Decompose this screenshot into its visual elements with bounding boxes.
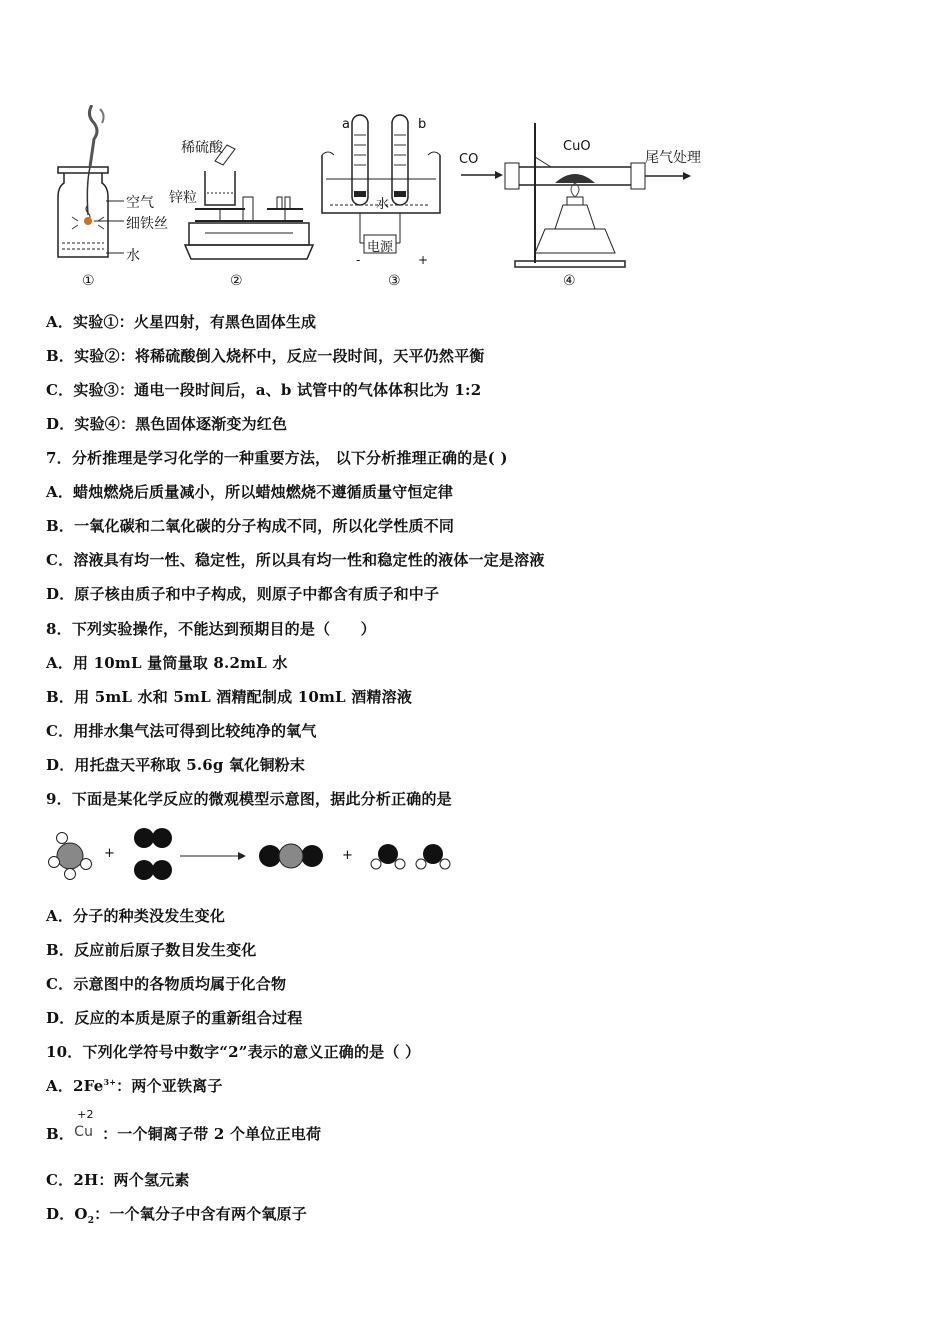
figure-electrolysis bbox=[320, 105, 450, 295]
figure-iron-combustion bbox=[50, 105, 180, 295]
q7-stem: 7．分析推理是学习化学的一种重要方法， 以下分析推理正确的是( ) bbox=[46, 449, 508, 467]
figure-number-2: ② bbox=[230, 273, 243, 289]
label-power: 电源 bbox=[367, 240, 394, 255]
q10-d-prefix: D．O bbox=[46, 1205, 88, 1223]
q10-option-b bbox=[46, 1108, 322, 1144]
figure-number-3: ③ bbox=[388, 273, 401, 289]
plus-sign-2: + bbox=[342, 848, 353, 863]
q8-option-b: B．用 5mL 水和 5mL 酒精配制成 10mL 酒精溶液 bbox=[46, 688, 413, 706]
q6-option-c: C．实验③：通电一段时间后，a、b 试管中的气体体积比为 1:2 bbox=[46, 381, 482, 399]
label-iron-wire: 细铁丝 bbox=[126, 216, 168, 232]
q9-option-d: D．反应的本质是原子的重新组合过程 bbox=[46, 1009, 303, 1027]
q10-d-text: ：一个氧分子中含有两个氧原子 bbox=[94, 1205, 307, 1223]
q10-b-prefix: B． bbox=[46, 1125, 75, 1143]
figure-co-reduction bbox=[455, 105, 720, 295]
label-water-3: 水 bbox=[376, 197, 390, 212]
q10-option-c: C．2H：两个氢元素 bbox=[46, 1171, 190, 1189]
label-tube-a: a bbox=[342, 117, 350, 132]
q10-option-a bbox=[46, 1075, 223, 1096]
label-zinc: 锌粒 bbox=[169, 190, 197, 206]
label-minus: - bbox=[356, 253, 361, 267]
q6-option-b: B．实验②：将稀硫酸倒入烧杯中，反应一段时间，天平仍然平衡 bbox=[46, 347, 485, 365]
q7-option-b: B．一氧化碳和二氧化碳的分子构成不同，所以化学性质不同 bbox=[46, 517, 455, 535]
label-co: CO bbox=[459, 152, 479, 167]
figure-balance bbox=[169, 105, 315, 295]
q10-a-text: ：两个亚铁离子 bbox=[116, 1077, 223, 1095]
iron-combustion-drawing bbox=[50, 105, 180, 275]
q10-d-sub: 2 bbox=[87, 1216, 95, 1226]
copper-valence-symbol bbox=[74, 1108, 100, 1142]
label-dilute-acid: 稀硫酸 bbox=[181, 140, 223, 156]
label-tube-b: b bbox=[418, 117, 427, 132]
q7-option-c: C．溶液具有均一性、稳定性，所以具有均一性和稳定性的液体一定是溶液 bbox=[46, 551, 545, 569]
q8-option-a: A．用 10mL 量筒量取 8.2mL 水 bbox=[46, 654, 288, 672]
label-plus: + bbox=[418, 253, 429, 267]
q7-option-a: A．蜡烛燃烧后质量减小，所以蜡烛燃烧不遵循质量守恒定律 bbox=[46, 483, 454, 501]
label-tail-gas: 尾气处理 bbox=[645, 150, 701, 166]
q10-a-symbol: 2Fe bbox=[73, 1077, 104, 1095]
q10-a-charge: 3+ bbox=[103, 1077, 117, 1087]
figure-number-1: ① bbox=[82, 273, 95, 289]
q10-b-symbol: Cu bbox=[74, 1124, 94, 1140]
q10-a-prefix: A． bbox=[46, 1077, 74, 1095]
q9-option-a: A．分子的种类没发生变化 bbox=[46, 907, 226, 925]
q7-option-d: D．原子核由质子和中子构成，则原子中都含有质子和中子 bbox=[46, 585, 440, 603]
q9-option-c: C．示意图中的各物质均属于化合物 bbox=[46, 975, 287, 993]
q9-option-b: B．反应前后原子数目发生变化 bbox=[46, 941, 257, 959]
q9-stem: 9．下面是某化学反应的微观模型示意图，据此分析正确的是 bbox=[46, 790, 452, 808]
q8-option-c: C．用排水集气法可得到比较纯净的氧气 bbox=[46, 722, 317, 740]
reactant-central-atom bbox=[57, 843, 83, 869]
q8-stem: 8．下列实验操作，不能达到预期目的是（ ） bbox=[46, 620, 376, 638]
q10-option-d bbox=[46, 1203, 307, 1226]
label-cuo: CuO bbox=[563, 139, 591, 154]
molecule-diagram bbox=[40, 822, 470, 890]
q10-stem: 10．下列化学符号中数字“2”表示的意义正确的是（ ） bbox=[46, 1043, 421, 1061]
experiment-figures bbox=[40, 105, 720, 295]
q10-b-valence: +2 bbox=[77, 1108, 94, 1121]
co-reduction-drawing bbox=[455, 105, 720, 275]
figure-number-4: ④ bbox=[563, 273, 576, 289]
q6-option-d: D．实验④：黑色固体逐渐变为红色 bbox=[46, 415, 288, 433]
plus-sign-1: + bbox=[104, 846, 115, 861]
label-water: 水 bbox=[126, 248, 140, 264]
q10-b-text: ：一个铜离子带 2 个单位正电荷 bbox=[102, 1125, 322, 1143]
q8-option-d: D．用托盘天平称取 5.6g 氧化铜粉末 bbox=[46, 756, 306, 774]
label-air: 空气 bbox=[126, 195, 154, 211]
q6-option-a: A．实验①：火星四射，有黑色固体生成 bbox=[46, 313, 317, 331]
